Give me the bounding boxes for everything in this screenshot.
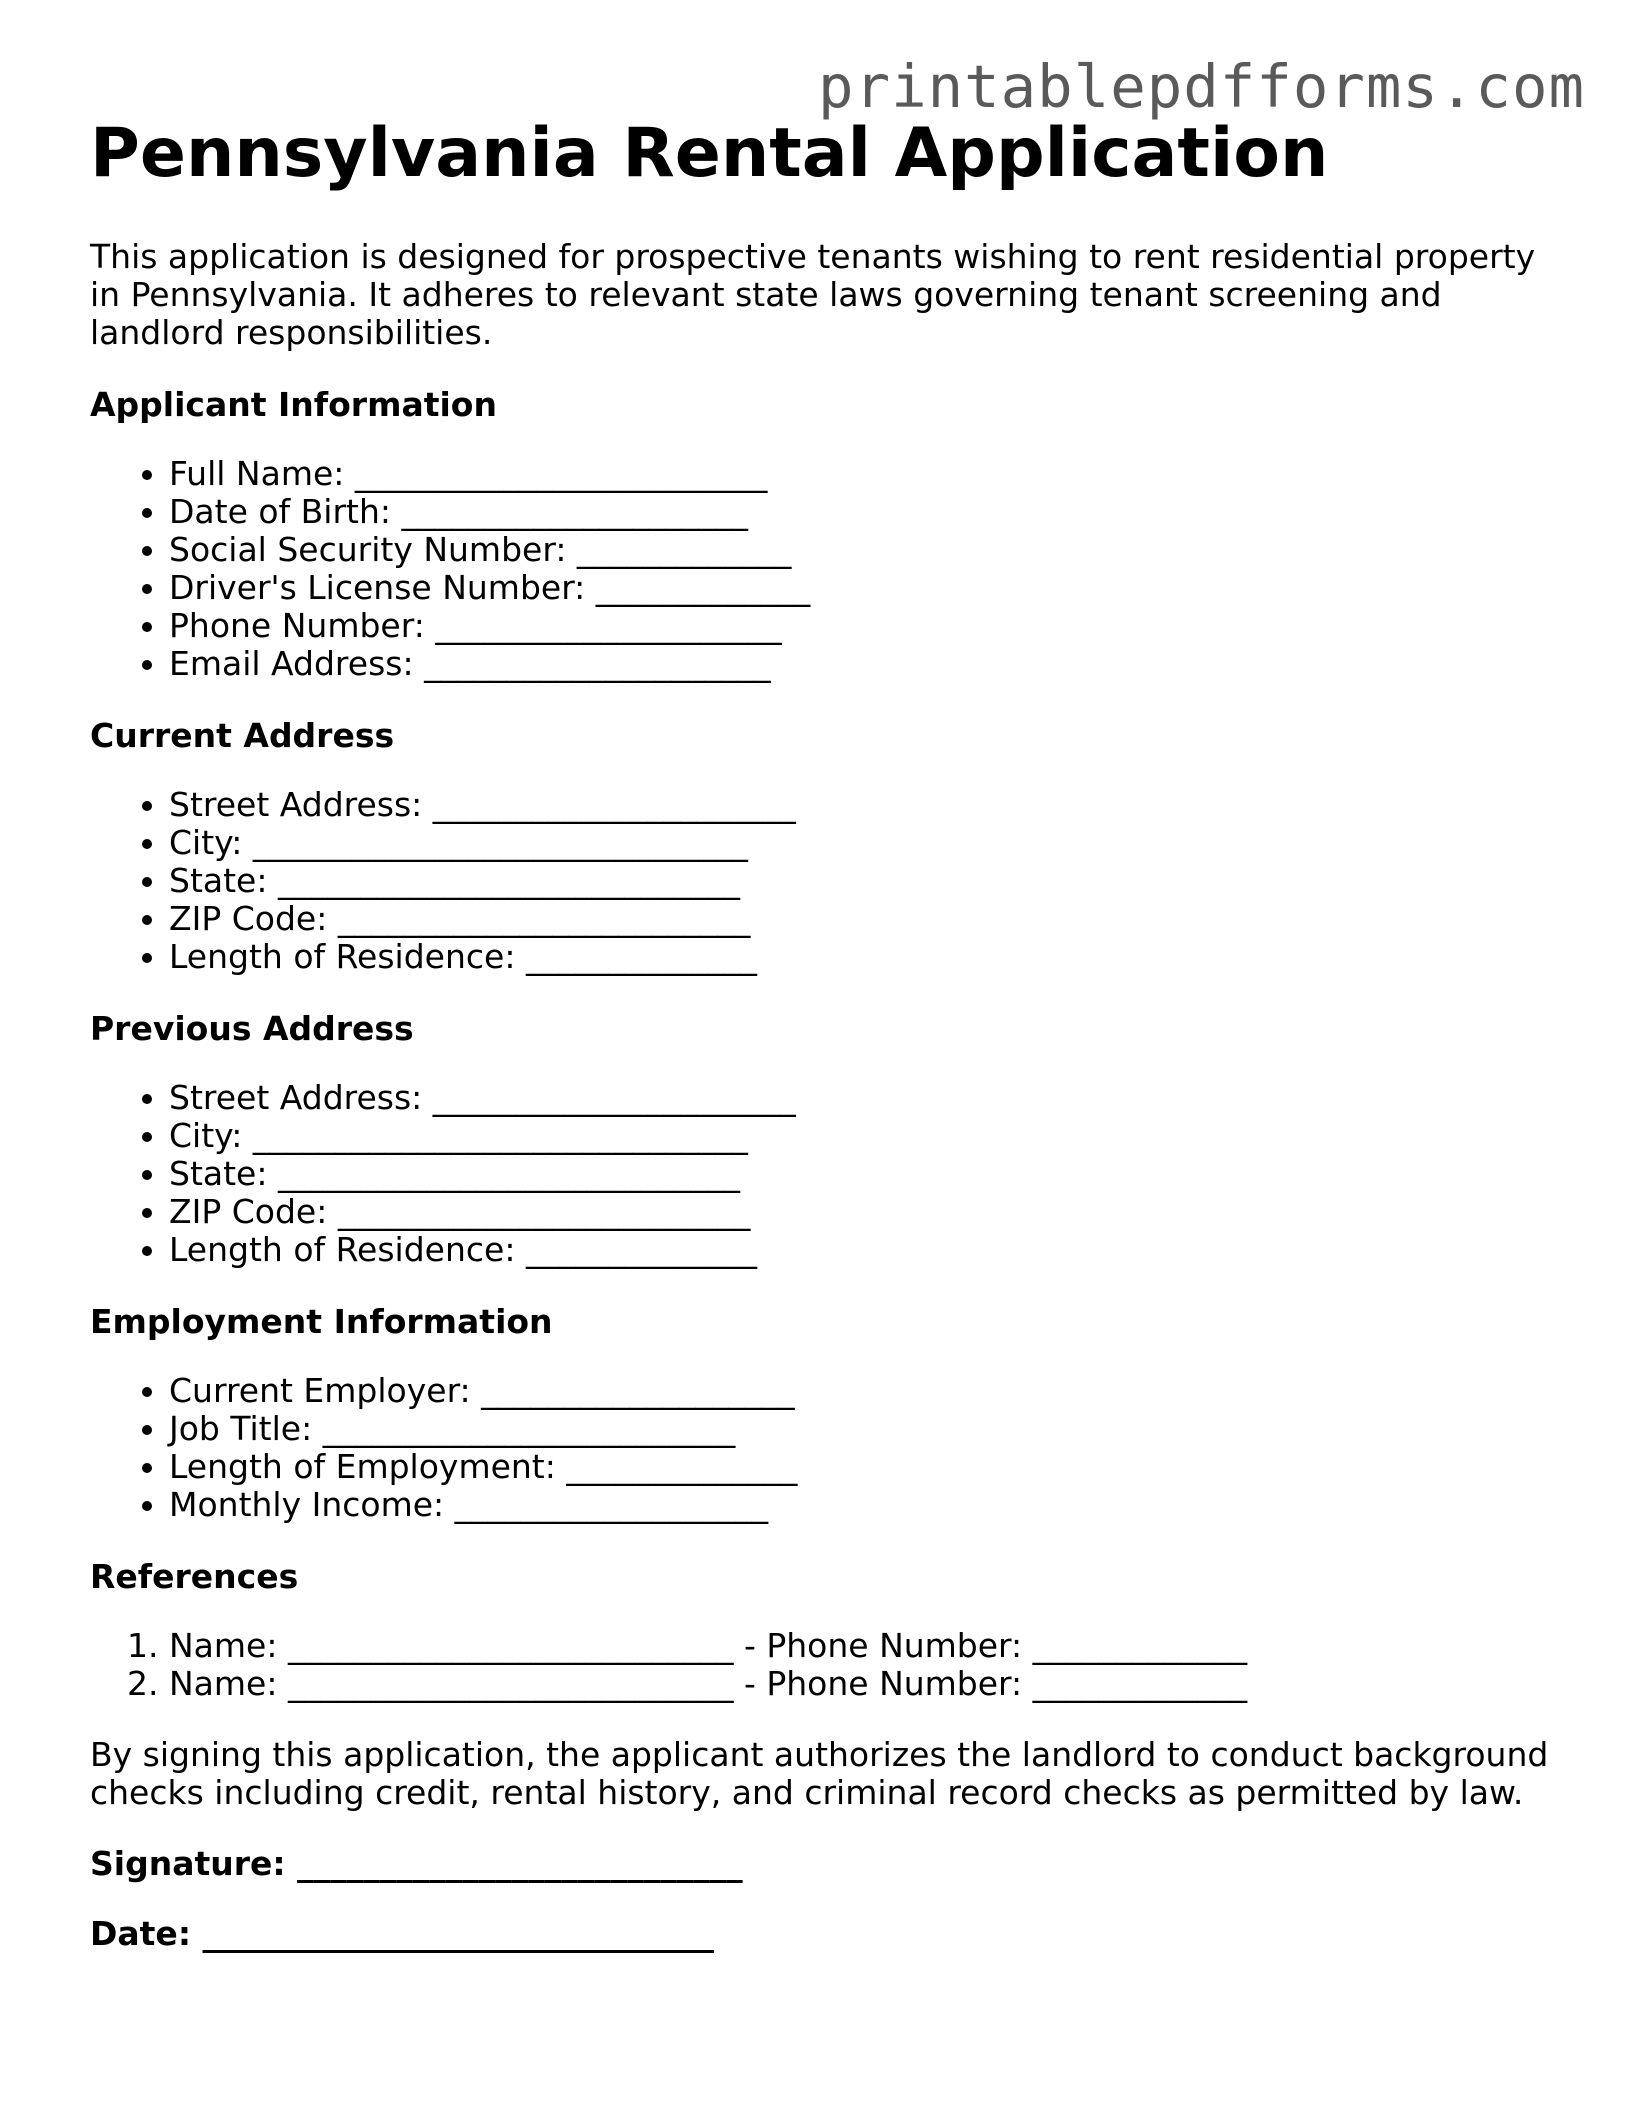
field-current-street-address[interactable]: • Street Address: ______________________ [169,786,1570,824]
field-reference-2[interactable]: 2. Name: ___________________________ - Phone Number: _____________ [169,1665,1570,1703]
field-current-zip[interactable]: • ZIP Code: _________________________ [169,900,1570,938]
field-drivers-license[interactable]: • Driver's License Number: _____________ [169,569,1570,607]
section-heading-employment: Employment Information [90,1302,553,1341]
field-full-name[interactable]: • Full Name: _________________________ [169,455,1570,493]
section-heading-current-address: Current Address [90,716,395,755]
field-previous-city[interactable]: • City: ______________________________ [169,1117,1570,1155]
authorization-paragraph: By signing this application, the applicant authorizes the landlord to conduct background checks including credit, rental history, and criminal record checks as permitted by law. [90,1735,1549,1812]
field-date-of-birth[interactable]: • Date of Birth: _____________________ [169,493,1570,531]
section-heading-previous-address: Previous Address [90,1009,414,1048]
field-previous-street-address[interactable]: • Street Address: ______________________ [169,1079,1570,1117]
field-previous-zip[interactable]: • ZIP Code: _________________________ [169,1193,1570,1231]
section-heading-references: References [90,1557,299,1596]
field-email-address[interactable]: • Email Address: _____________________ [169,645,1570,683]
field-previous-state[interactable]: • State: ____________________________ [169,1155,1570,1193]
current-address-fields-list [90,786,1570,976]
signature-field[interactable]: Signature: ___________________________ [90,1844,743,1883]
references-list [90,1627,1570,1703]
field-job-title[interactable]: • Job Title: _________________________ [169,1410,1570,1448]
employment-fields-list [90,1372,1570,1524]
field-length-of-employment[interactable]: • Length of Employment: ______________ [169,1448,1570,1486]
date-field[interactable]: Date: _______________________________ [90,1914,715,1953]
field-current-city[interactable]: • City: ______________________________ [169,824,1570,862]
intro-paragraph: This application is designed for prospective tenants wishing to rent residential property in Pennsylvania. It adheres to relevant state laws governing tenant screening and landlord responsibilities. [90,237,1536,352]
field-reference-1[interactable]: 1. Name: ___________________________ - Phone Number: _____________ [169,1627,1570,1665]
section-heading-applicant: Applicant Information [90,385,497,424]
applicant-fields-list [90,455,1570,683]
field-current-employer[interactable]: • Current Employer: ___________________ [169,1372,1570,1410]
previous-address-fields-list [90,1079,1570,1269]
form-document [90,112,1570,1953]
field-current-state[interactable]: • State: ____________________________ [169,862,1570,900]
field-monthly-income[interactable]: • Monthly Income: ___________________ [169,1486,1570,1524]
site-watermark: printablepdfforms.com [818,52,1585,121]
page-title: Pennsylvania Rental Application [90,114,1329,193]
field-current-length-of-residence[interactable]: • Length of Residence: ______________ [169,938,1570,976]
field-phone-number[interactable]: • Phone Number: _____________________ [169,607,1570,645]
field-previous-length-of-residence[interactable]: • Length of Residence: ______________ [169,1231,1570,1269]
field-ssn[interactable]: • Social Security Number: _____________ [169,531,1570,569]
